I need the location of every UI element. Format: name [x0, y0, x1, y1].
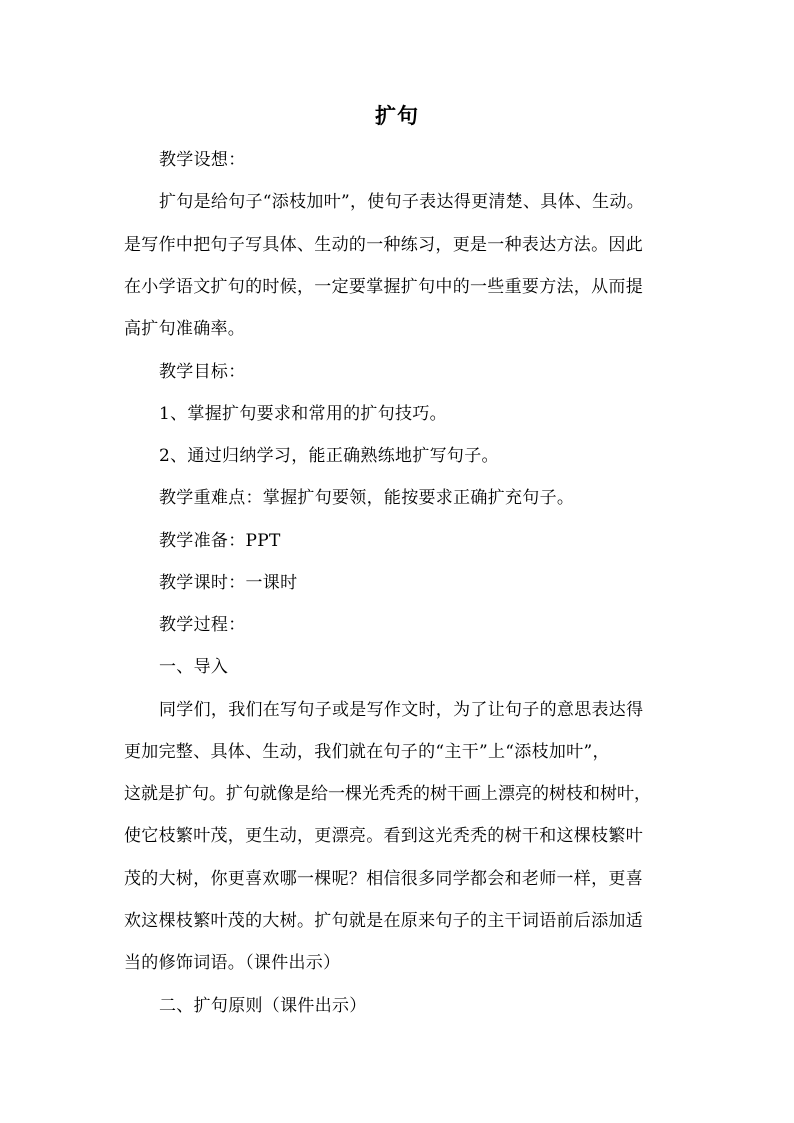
paragraph-line: 欢这棵枝繁叶茂的大树。扩句就是在原来句子的主干词语前后添加适	[124, 911, 643, 931]
preparation-line: 教学准备：PPT	[159, 531, 281, 551]
paragraph-line: 使它枝繁叶茂，更生动，更漂亮。看到这光秃秃的树干和这棵枝繁叶	[124, 826, 643, 846]
paragraph-line: 当的修饰词语。（课件出示）	[124, 953, 341, 973]
section-heading-teaching-goals: 教学目标：	[159, 362, 246, 382]
paragraph-line: 在小学语文扩句的时候，一定要掌握扩句中的一些重要方法，从而提	[124, 277, 643, 297]
section-heading-process: 教学过程：	[159, 615, 246, 635]
class-hours-line: 教学课时：一课时	[159, 573, 298, 593]
subsection-heading-intro: 一、导入	[159, 657, 229, 677]
paragraph-line: 扩句是给句子“添枝加叶”，使句子表达得更清楚、具体、生动。	[159, 192, 645, 212]
section-heading-teaching-idea: 教学设想：	[159, 150, 246, 170]
paragraph-line: 更加完整、具体、生动，我们就在句子的“主干”上“添枝加叶”，	[124, 742, 610, 762]
paragraph-line: 高扩句准确率。	[124, 319, 246, 339]
document-title: 扩句	[375, 103, 419, 128]
paragraph-line: 同学们，我们在写句子或是写作文时，为了让句子的意思表达得	[159, 700, 644, 720]
paragraph-line: 茂的大树，你更喜欢哪一棵呢？相信很多同学都会和老师一样，更喜	[124, 869, 643, 889]
goal-item: 2、通过归纳学习，能正确熟练地扩写句子。	[159, 446, 499, 466]
goal-item: 1、掌握扩句要求和常用的扩句技巧。	[159, 404, 447, 424]
paragraph-line: 这就是扩句。扩句就像是给一棵光秃秃的树干画上漂亮的树枝和树叶，	[124, 784, 651, 804]
paragraph-line: 是写作中把句子写具体、生动的一种练习，更是一种表达方法。因此	[124, 235, 643, 255]
key-points-line: 教学重难点：掌握扩句要领，能按要求正确扩充句子。	[159, 488, 575, 508]
subsection-heading-principles: 二、扩句原则（课件出示）	[159, 996, 367, 1016]
